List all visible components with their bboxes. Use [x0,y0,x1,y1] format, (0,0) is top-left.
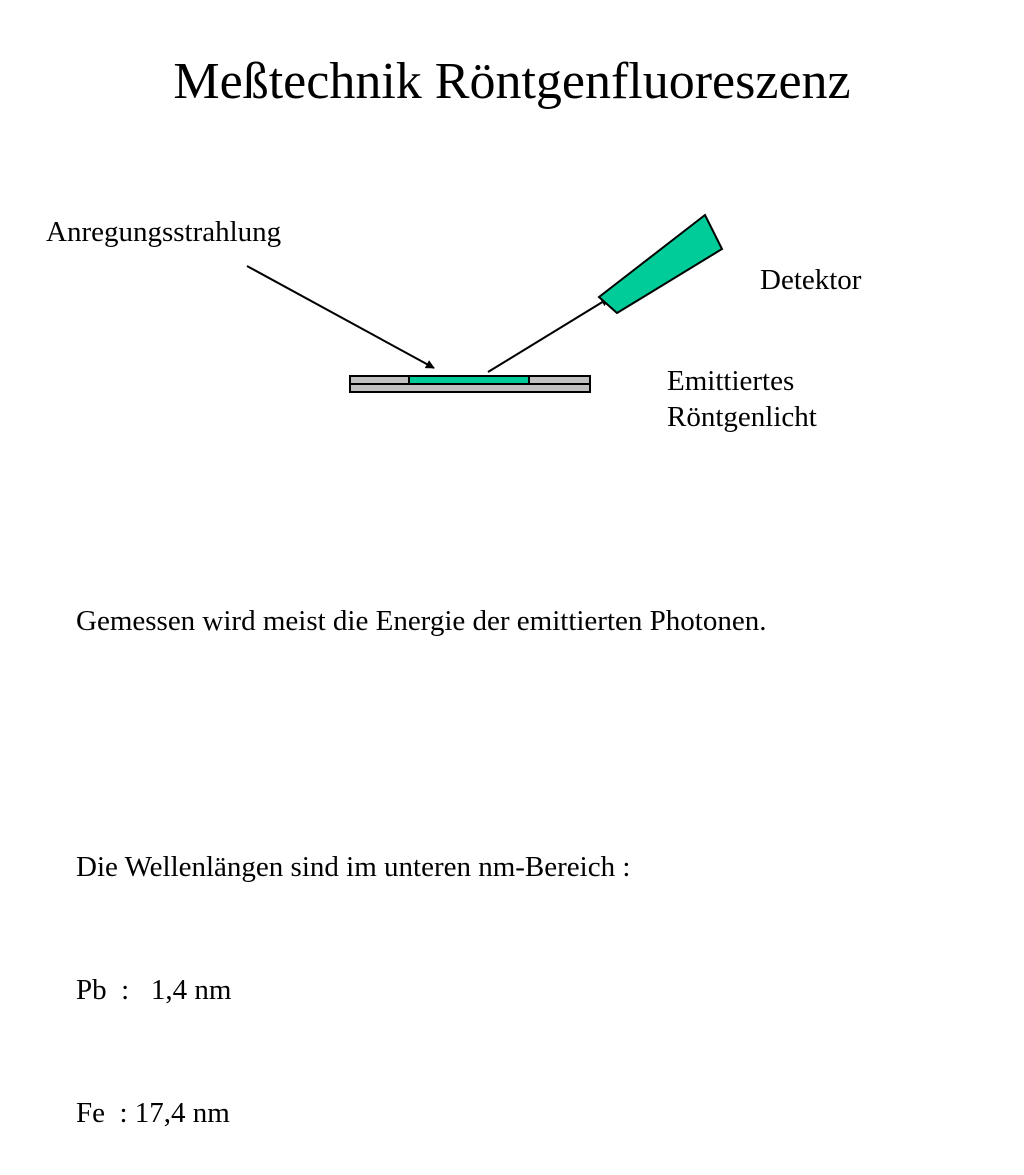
detector-label: Detektor [760,264,862,296]
body-line-pb: Pb : 1,4 nm [76,974,232,1006]
emitted-light-label-line2: Röntgenlicht [667,401,817,434]
excitation-arrow [247,266,434,368]
body-spacer [76,724,766,765]
body-text [76,519,766,1175]
slide-title: Meßtechnik Röntgenfluoreszenz [173,53,851,110]
sample-layer [409,376,529,384]
emitted-light-label-line1: Emittiertes [667,365,795,397]
body-line-fe: Fe : 17,4 nm [76,1097,230,1129]
detector [599,215,722,313]
body-line-energy: Gemessen wird meist die Energie der emittierten Photonen. [76,605,767,637]
emission-arrow [488,298,609,372]
excitation-label: Anregungsstrahlung [46,216,282,248]
body-line-wavelengths: Die Wellenlängen sind im unteren nm-Bereich : [76,851,631,883]
emitted-light-label [667,363,817,436]
